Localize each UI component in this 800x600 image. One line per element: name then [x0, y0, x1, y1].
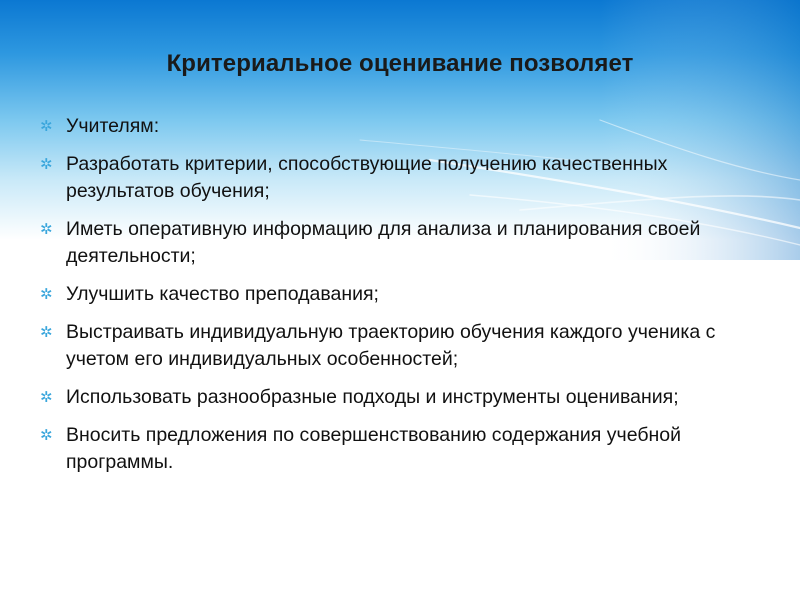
- list-item-text: Разработать критерии, способствующие получению качественных результатов обучения;: [66, 153, 668, 202]
- list-item: [40, 216, 780, 270]
- asterisk-bullet-icon: ✲: [40, 324, 53, 341]
- list-item: [40, 422, 780, 476]
- asterisk-bullet-icon: ✲: [40, 286, 53, 303]
- list-item: [40, 319, 780, 373]
- slide-title: Критериальное оценивание позволяет: [166, 50, 634, 77]
- asterisk-bullet-icon: ✲: [40, 156, 53, 173]
- list-item-text: Выстраивать индивидуальную траекторию обучения каждого ученика с учетом его индивидуальных особенностей;: [66, 321, 716, 370]
- list-item-text: Учителям:: [66, 115, 160, 137]
- asterisk-bullet-icon: ✲: [40, 427, 53, 444]
- asterisk-bullet-icon: ✲: [40, 389, 53, 406]
- list-item: [40, 151, 780, 205]
- bullet-list: [40, 113, 780, 487]
- asterisk-bullet-icon: ✲: [40, 118, 53, 135]
- asterisk-bullet-icon: ✲: [40, 221, 53, 238]
- list-item: [40, 113, 780, 140]
- list-item-text: Иметь оперативную информацию для анализа и планирования своей деятельности;: [66, 218, 701, 267]
- list-item-text: Улучшить качество преподавания;: [66, 283, 379, 305]
- list-item-text: Вносить предложения по совершенствованию содержания учебной программы.: [66, 424, 681, 473]
- list-item: [40, 384, 780, 411]
- list-item-text: Использовать разнообразные подходы и инструменты оценивания;: [66, 386, 679, 408]
- list-item: [40, 281, 780, 308]
